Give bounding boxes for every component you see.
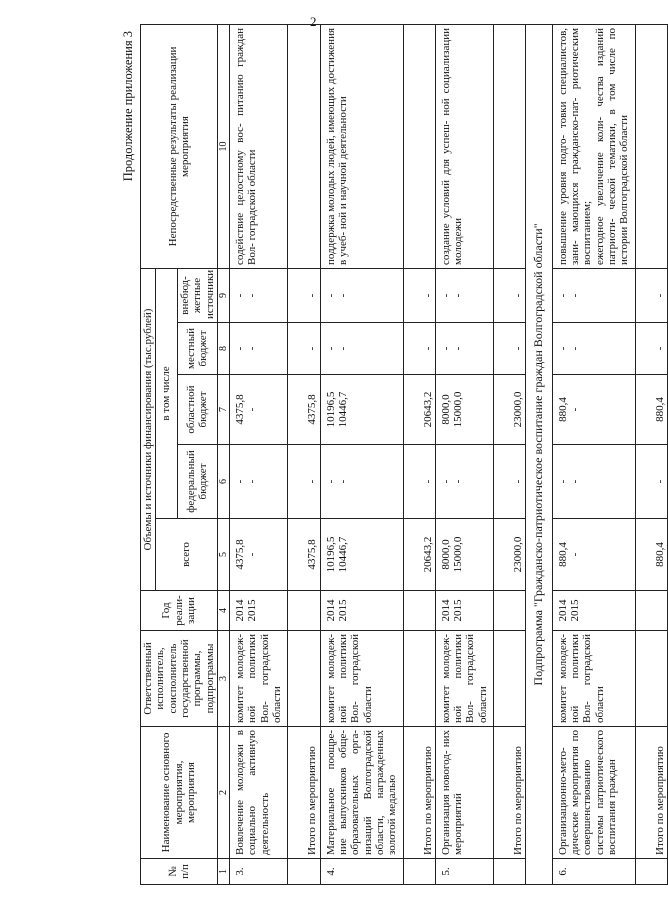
offbudget-amount: - - <box>230 268 288 322</box>
total-row <box>288 24 320 884</box>
header-regional: областной бюджет <box>177 375 217 445</box>
column-number: 4 <box>217 591 229 631</box>
total-row <box>494 24 526 884</box>
year-cell <box>494 591 526 631</box>
offbudget-amount: - <box>403 268 435 322</box>
subprogram-title: Подпрограмма "Гражданско-патриотическое воспитание граждан Волгоградской области" <box>526 24 552 884</box>
measure-row <box>320 24 403 884</box>
measure-executor: комитет молодеж- ной политики Вол- гоградской области <box>552 631 635 727</box>
measure-executor: комитет молодеж- ной политики Вол- гоградской области <box>435 631 493 727</box>
row-num-cell <box>288 859 320 885</box>
header-federal: федеральный бюджет <box>177 445 217 519</box>
measure-row <box>230 24 288 884</box>
measure-row <box>552 24 635 884</box>
offbudget-amount: - - <box>435 268 493 322</box>
offbudget-amount: - - <box>320 268 403 322</box>
result-cell <box>288 24 320 268</box>
column-number: 6 <box>217 445 229 519</box>
local-amount: - - <box>320 323 403 375</box>
federal-amount: - <box>494 445 526 519</box>
measure-name: Вовлечение молодежи в социально активную деятельность <box>230 727 288 859</box>
header-num: № п/п <box>141 859 218 885</box>
offbudget-amount: - <box>288 268 320 322</box>
column-number: 7 <box>217 375 229 445</box>
header-name: Наименование основного мероприятия, мероприятия <box>141 727 218 859</box>
total-amount: 4375,8 - <box>230 519 288 591</box>
subprogram-row <box>526 24 552 884</box>
executor-cell <box>403 631 435 727</box>
total-amount: 880,4 <box>635 519 667 591</box>
row-num-cell <box>635 859 667 885</box>
row-number: 5. <box>435 859 493 885</box>
measure-executor: комитет молодеж- ной политики Вол- гоградской области <box>230 631 288 727</box>
measure-result: повышение уровня подго- товки специалистов, зани- мающихся гражданско-пат- риотическим воспитанием; ежегодное увеличение коли- чества изданий патриоти- ческой тематики, в том числе по истории Волгоградской области <box>552 24 635 268</box>
column-number: 8 <box>217 323 229 375</box>
row-number: 3. <box>230 859 288 885</box>
regional-amount: 10196,5 10446,7 <box>320 375 403 445</box>
total-amount: 880,4 - <box>552 519 635 591</box>
total-label: Итого по мероприятию <box>635 727 667 859</box>
total-row <box>635 24 667 884</box>
header-total: всего <box>156 519 218 591</box>
header-year: Год реали- зации <box>141 591 218 631</box>
measure-years: 2014 2015 <box>230 591 288 631</box>
executor-cell <box>288 631 320 727</box>
federal-amount: - - <box>552 445 635 519</box>
measure-name: Материальное поощре- ние выпускников обще- образовательных орга- низаций Волгоградской области, награжденных золотой медалью <box>320 727 403 859</box>
column-number: 1 <box>217 859 229 885</box>
rotated-table-sheet <box>121 25 666 885</box>
local-amount: - - <box>230 323 288 375</box>
row-num-cell <box>494 859 526 885</box>
executor-cell <box>494 631 526 727</box>
regional-amount: 4375,8 <box>288 375 320 445</box>
measure-years: 2014 2015 <box>320 591 403 631</box>
row-number: 4. <box>320 859 403 885</box>
executor-cell <box>635 631 667 727</box>
measure-years: 2014 2015 <box>435 591 493 631</box>
local-amount: - <box>494 323 526 375</box>
year-cell <box>403 591 435 631</box>
continuation-label: Продолжение приложения 3 <box>121 31 135 182</box>
column-number: 10 <box>217 24 229 268</box>
total-amount: 20643,2 <box>403 519 435 591</box>
page-number: 2 <box>310 14 317 29</box>
federal-amount: - - <box>320 445 403 519</box>
local-amount: - <box>635 323 667 375</box>
row-num-cell <box>403 859 435 885</box>
regional-amount: 4375,8 - <box>230 375 288 445</box>
table-body <box>230 24 668 884</box>
header-offbudget: внебюд- жетные источники <box>177 268 217 322</box>
measure-result: создание условий для успеш- ной социализации молодежи <box>435 24 493 268</box>
measure-result: содействие целостному вос- питанию граждан Вол- гоградской области <box>230 24 288 268</box>
regional-amount: 880,4 <box>635 375 667 445</box>
column-number: 3 <box>217 631 229 727</box>
measure-row <box>435 24 493 884</box>
measure-result: поддержка молодых людей, имеющих достижения в учеб- ной и научной деятельности <box>320 24 403 268</box>
offbudget-amount: - - <box>552 268 635 322</box>
year-cell <box>288 591 320 631</box>
total-amount: 10196,5 10446,7 <box>320 519 403 591</box>
total-label: Итого по мероприятию <box>494 727 526 859</box>
year-cell <box>635 591 667 631</box>
header-executor: Ответственный исполнитель, соисполнитель государственной программы, подпрограммы <box>141 631 218 727</box>
federal-amount: - - <box>435 445 493 519</box>
table-header <box>141 24 230 884</box>
regional-amount: 8000,0 15000,0 <box>435 375 493 445</box>
column-number: 2 <box>217 727 229 859</box>
measure-executor: комитет молодеж- ной политики Вол- гоградской области <box>320 631 403 727</box>
header-financing: Объемы и источники финансирования (тыс.рублей) <box>141 268 156 590</box>
financing-table <box>140 24 668 885</box>
offbudget-amount: - <box>494 268 526 322</box>
header-including: в том числе <box>156 268 178 518</box>
measure-name: Организация новогод- них мероприятий <box>435 727 493 859</box>
column-number: 5 <box>217 519 229 591</box>
regional-amount: 880,4 - <box>552 375 635 445</box>
total-amount: 8000,0 15000,0 <box>435 519 493 591</box>
regional-amount: 20643,2 <box>403 375 435 445</box>
federal-amount: - <box>288 445 320 519</box>
offbudget-amount: - <box>635 268 667 322</box>
header-local: местный бюджет <box>177 323 217 375</box>
column-number: 9 <box>217 268 229 322</box>
measure-years: 2014 2015 <box>552 591 635 631</box>
measure-name: Организационно-мето- дические мероприятия по совершенствованию системы патриотического воспитания граждан <box>552 727 635 859</box>
federal-amount: - - <box>230 445 288 519</box>
total-amount: 23000,0 <box>494 519 526 591</box>
header-results: Непосредственные результаты реализации мероприятия <box>141 24 218 268</box>
local-amount: - - <box>552 323 635 375</box>
regional-amount: 23000,0 <box>494 375 526 445</box>
result-cell <box>403 24 435 268</box>
total-amount: 4375,8 <box>288 519 320 591</box>
result-cell <box>494 24 526 268</box>
local-amount: - <box>288 323 320 375</box>
total-label: Итого по мероприятию <box>403 727 435 859</box>
total-row <box>403 24 435 884</box>
local-amount: - - <box>435 323 493 375</box>
result-cell <box>635 24 667 268</box>
row-number: 6. <box>552 859 635 885</box>
federal-amount: - <box>403 445 435 519</box>
federal-amount: - <box>635 445 667 519</box>
total-label: Итого по мероприятию <box>288 727 320 859</box>
local-amount: - <box>403 323 435 375</box>
column-number-row <box>217 24 229 884</box>
